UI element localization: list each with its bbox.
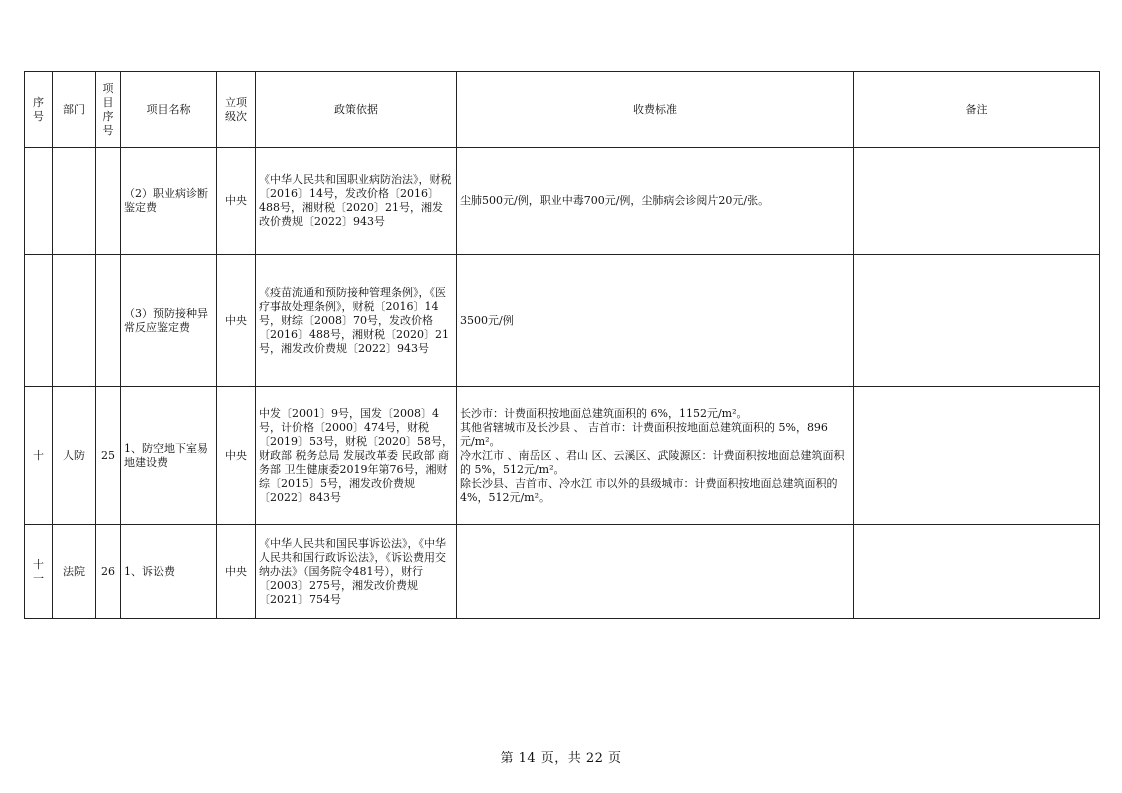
cell-remark	[854, 525, 1100, 619]
cell-item-seq	[96, 148, 121, 255]
table-row	[25, 387, 1100, 525]
standard-line: 冷水江市 、南岳区 、君山 区、云溪区、武陵源区：计费面积按地面总建筑面积的 5%，512元/m²。	[460, 448, 845, 476]
fee-table	[24, 71, 1100, 619]
cell-dept: 人防	[53, 387, 96, 525]
cell-level: 中央	[217, 525, 256, 619]
header-row	[25, 72, 1100, 148]
cell-dept	[53, 148, 96, 255]
header-seq: 序号	[25, 72, 53, 148]
cell-item-seq: 26	[96, 525, 121, 619]
header-level: 立项级次	[217, 72, 256, 148]
cell-item-name: 1、防空地下室易地建设费	[121, 387, 217, 525]
cell-standard	[457, 387, 854, 525]
header-item-name: 项目名称	[121, 72, 217, 148]
cell-policy: 中发〔2001〕9号，国发〔2008〕4号，计价格〔2000〕474号，财税〔2019〕53号，财税〔2020〕58号，财政部 税务总局 发展改革委 民政部 商务部 卫生健康委2019年第76号，湘财综〔2015〕5号，湘发改价费规〔2022〕843号	[256, 387, 457, 525]
cell-level: 中央	[217, 255, 256, 387]
cell-seq	[25, 255, 53, 387]
cell-policy: 《中华人民共和国民事诉讼法》，《中华人民共和国行政诉讼法》，《诉讼费用交纳办法》（国务院令481号），财行〔2003〕275号，湘发改价费规〔2021〕754号	[256, 525, 457, 619]
cell-policy: 《中华人民共和国职业病防治法》，财税〔2016〕14号，发改价格〔2016〕488号，湘财税〔2020〕21号，湘发改价费规〔2022〕943号	[256, 148, 457, 255]
cell-remark	[854, 148, 1100, 255]
cell-item-name: 1、诉讼费	[121, 525, 217, 619]
page-footer	[0, 747, 1122, 766]
header-remark: 备注	[854, 72, 1100, 148]
cell-item-seq: 25	[96, 387, 121, 525]
cell-level: 中央	[217, 387, 256, 525]
cell-item-seq	[96, 255, 121, 387]
table-row	[25, 255, 1100, 387]
page-number: 第 14 页，共 22 页	[500, 751, 622, 766]
cell-policy: 《疫苗流通和预防接种管理条例》，《医疗事故处理条例》，财税〔2016〕14号，财综〔2008〕70号，发改价格〔2016〕488号，湘财税〔2020〕21号，湘发改价费规〔2022〕943号	[256, 255, 457, 387]
cell-standard	[457, 255, 854, 387]
cell-seq: 十	[25, 387, 53, 525]
standard-line: 长沙市：计费面积按地面总建筑面积的 6%，1152元/m²。	[460, 406, 748, 420]
cell-level: 中央	[217, 148, 256, 255]
cell-seq	[25, 148, 53, 255]
header-policy: 政策依据	[256, 72, 457, 148]
cell-seq: 十一	[25, 525, 53, 619]
cell-dept	[53, 255, 96, 387]
cell-dept: 法院	[53, 525, 96, 619]
cell-item-name: （3）预防接种异常反应鉴定费	[121, 255, 217, 387]
standard-line: 3500元/例	[460, 313, 514, 327]
header-dept: 部门	[53, 72, 96, 148]
cell-standard	[457, 525, 854, 619]
cell-remark	[854, 255, 1100, 387]
standard-line: 除长沙县、吉首市、冷水江 市以外的县级城市：计费面积按地面总建筑面积的 4%，512元/m²。	[460, 476, 838, 504]
standard-line: 尘肺500元/例，职业中毒700元/例，尘肺病会诊阅片20元/张。	[460, 194, 770, 207]
cell-standard	[457, 148, 854, 255]
standard-line: 其他省辖城市及长沙县 、 吉首市：计费面积按地面总建筑面积的 5%，896元/m²。	[460, 420, 828, 448]
cell-item-name: （2）职业病诊断鉴定费	[121, 148, 217, 255]
cell-remark	[854, 387, 1100, 525]
header-standard: 收费标准	[457, 72, 854, 148]
header-item-seq: 项目序号	[96, 72, 121, 148]
table-row	[25, 148, 1100, 255]
table-row	[25, 525, 1100, 619]
